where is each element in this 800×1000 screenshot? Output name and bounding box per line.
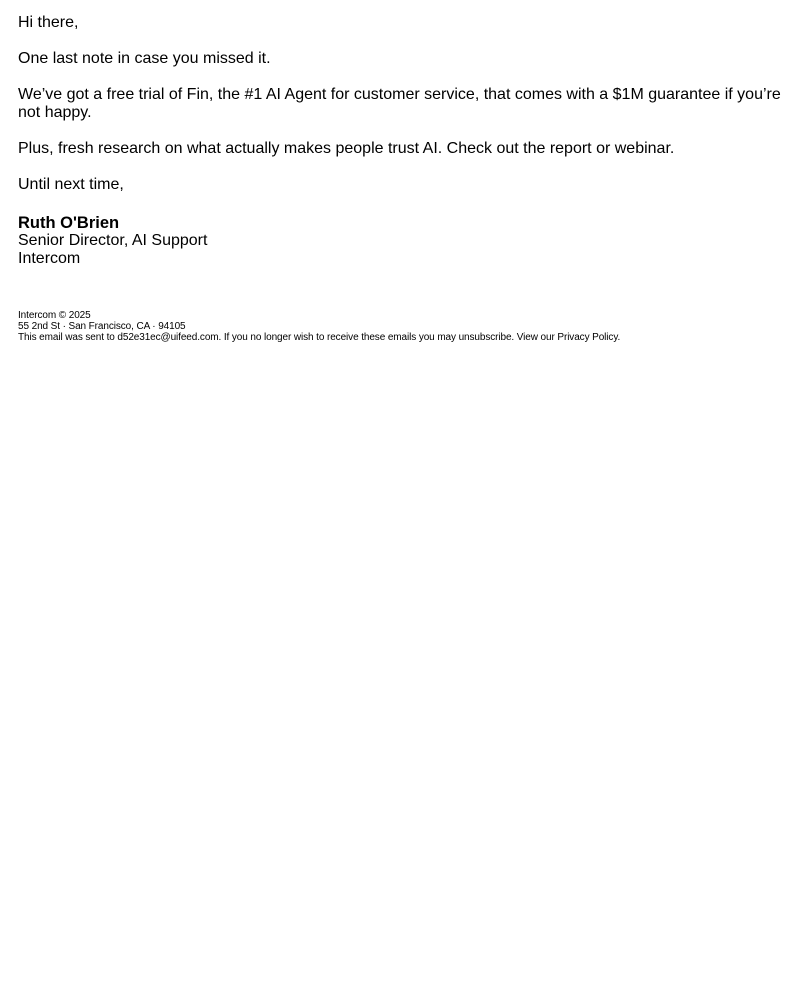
greeting: Hi there, <box>18 14 79 31</box>
footer-copyright: Intercom © 2025 <box>18 310 91 321</box>
reminder-paragraph: One last note in case you missed it. <box>18 50 271 67</box>
footer-notice-middle: . If you no longer wish to receive these emails you may <box>218 332 459 343</box>
offer-paragraph: We’ve got a free trial of Fin, the #1 AI Agent for customer service, that comes with a $1M guarantee if you’re not happy. <box>18 86 781 121</box>
signature-company: Intercom <box>18 250 81 267</box>
signoff: Until next time, <box>18 176 124 193</box>
footer-notice-view: . View our <box>511 332 558 343</box>
signature-title: Senior Director, AI Support <box>18 232 208 249</box>
footer-notice-end: . <box>617 332 621 343</box>
email-footer <box>18 310 782 343</box>
unsubscribe-link[interactable]: unsubscribe <box>458 332 512 343</box>
signature-name: Ruth O'Brien <box>18 214 120 232</box>
research-paragraph: Plus, fresh research on what actually makes people trust AI. Check out the report or webinar. <box>18 140 675 157</box>
privacy-policy-link[interactable]: Privacy Policy <box>557 332 618 343</box>
signature-block <box>18 214 782 268</box>
email-body <box>0 0 800 343</box>
footer-notice-prefix: This email was sent to <box>18 332 118 343</box>
footer-notice <box>18 332 782 343</box>
footer-address: 55 2nd St · San Francisco, CA · 94105 <box>18 321 186 332</box>
recipient-email-link[interactable]: d52e31ec@uifeed.com <box>117 332 219 343</box>
